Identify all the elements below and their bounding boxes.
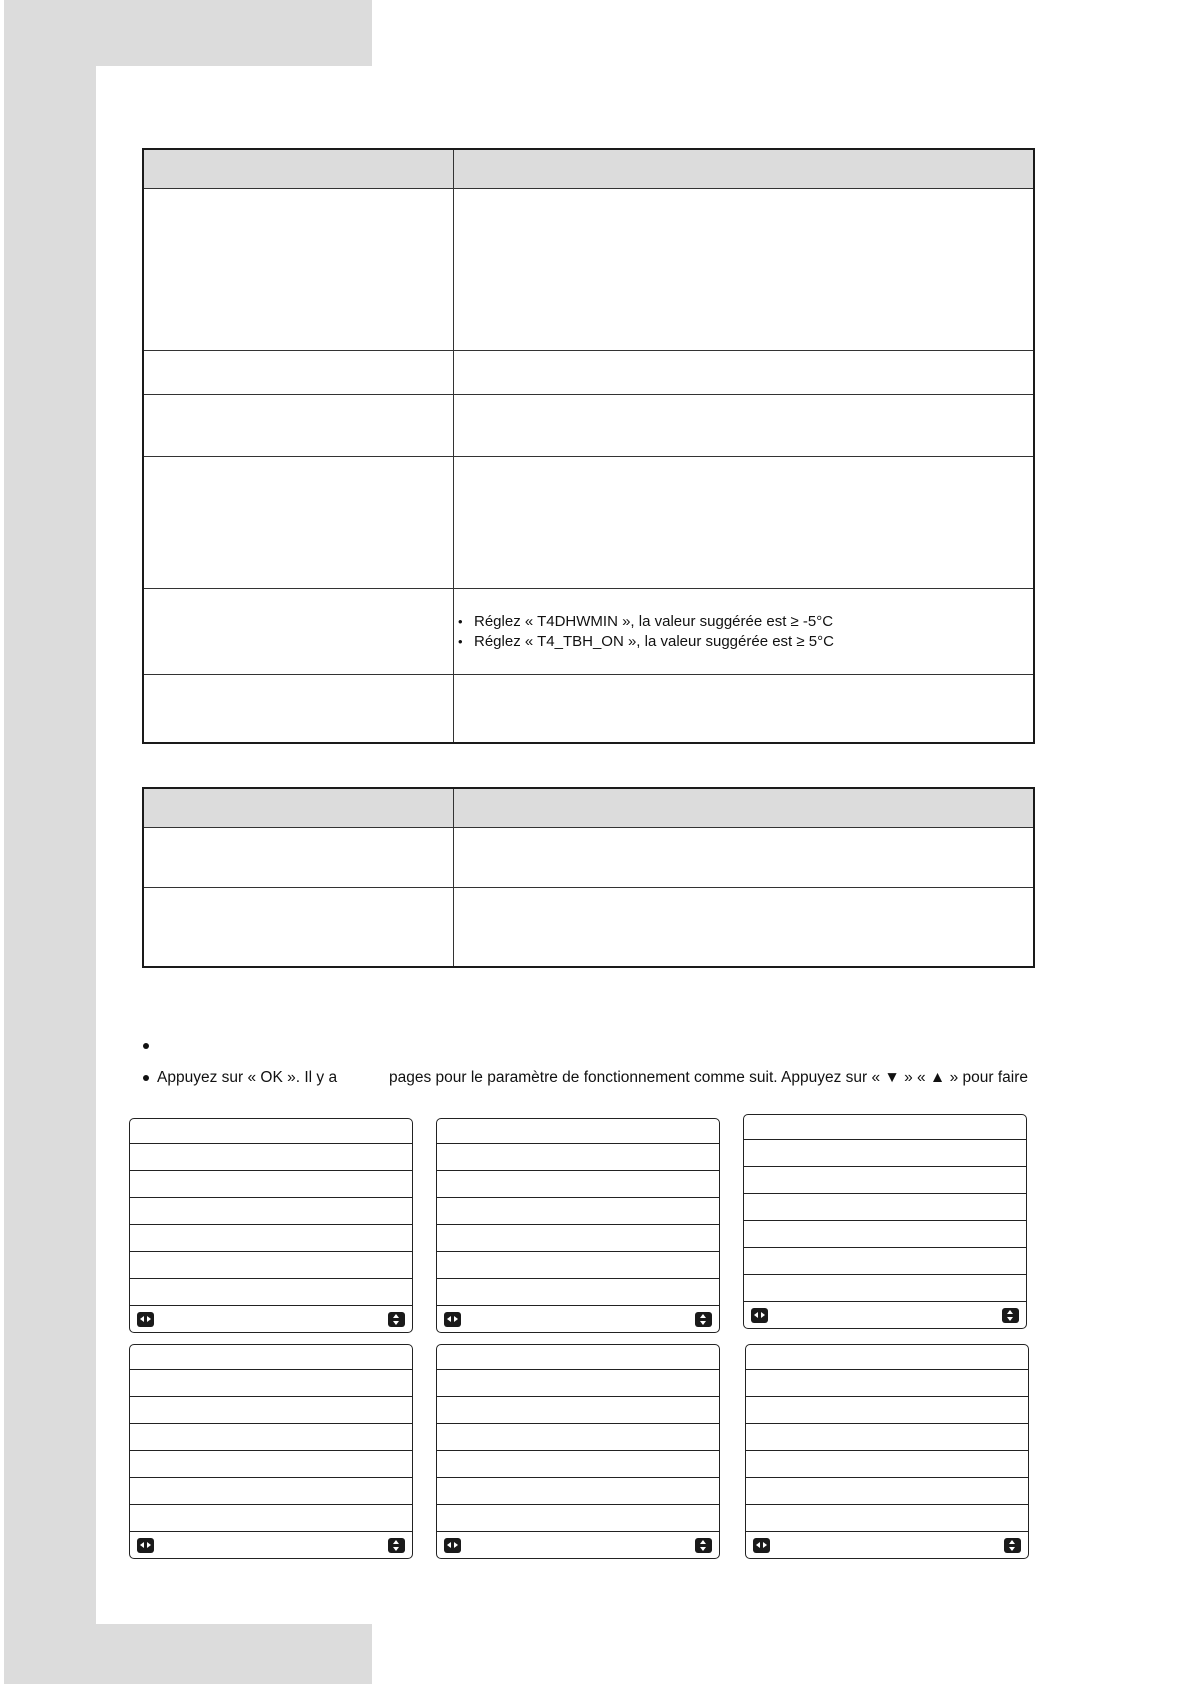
up-down-arrows-icon	[695, 1312, 712, 1327]
troubleshooting-table-2	[142, 787, 1035, 968]
up-down-arrows-icon	[695, 1538, 712, 1553]
table-row	[144, 588, 1033, 674]
column-divider	[453, 789, 454, 966]
bullet-item: • Réglez « T4_TBH_ON », la valeur suggérée est ≥ 5°C	[456, 632, 834, 652]
table-row-bullet-list	[456, 612, 834, 652]
table-row	[144, 827, 1033, 887]
bullet-dot	[143, 1075, 149, 1081]
table-header-row	[144, 150, 1033, 188]
page-margin-bottom	[4, 1624, 372, 1684]
left-right-arrows-icon	[137, 1312, 154, 1327]
menu-screen-page-4	[129, 1344, 413, 1559]
table-row	[144, 674, 1033, 744]
left-right-arrows-icon	[751, 1308, 768, 1323]
table-row	[144, 188, 1033, 350]
table-row	[144, 394, 1033, 456]
menu-screen-page-1	[129, 1118, 413, 1333]
menu-screen-page-3	[743, 1114, 1027, 1329]
page-margin-left	[4, 0, 96, 1684]
left-right-arrows-icon	[137, 1538, 154, 1553]
up-down-arrows-icon	[388, 1312, 405, 1327]
menu-screen-page-6	[745, 1344, 1029, 1559]
page-margin-top	[4, 0, 372, 66]
table-row	[144, 887, 1033, 968]
table-row	[144, 456, 1033, 588]
menu-screen-page-2	[436, 1118, 720, 1333]
bullet-item: • Réglez « T4DHWMIN », la valeur suggérée est ≥ -5°C	[456, 612, 834, 632]
instruction-text-b: pages pour le paramètre de fonctionnement comme suit. Appuyez sur « ▼ » « ▲ » pour faire	[389, 1069, 1028, 1086]
left-right-arrows-icon	[444, 1312, 461, 1327]
column-divider	[453, 150, 454, 742]
table-row	[144, 350, 1033, 394]
bullet-dot	[143, 1043, 149, 1049]
up-down-arrows-icon	[1004, 1538, 1021, 1553]
instruction-text-a: Appuyez sur « OK ». Il y a	[157, 1069, 338, 1086]
menu-screen-page-5	[436, 1344, 720, 1559]
left-right-arrows-icon	[444, 1538, 461, 1553]
table-header-row	[144, 789, 1033, 827]
up-down-arrows-icon	[388, 1538, 405, 1553]
troubleshooting-table-1	[142, 148, 1035, 744]
left-right-arrows-icon	[753, 1538, 770, 1553]
up-down-arrows-icon	[1002, 1308, 1019, 1323]
